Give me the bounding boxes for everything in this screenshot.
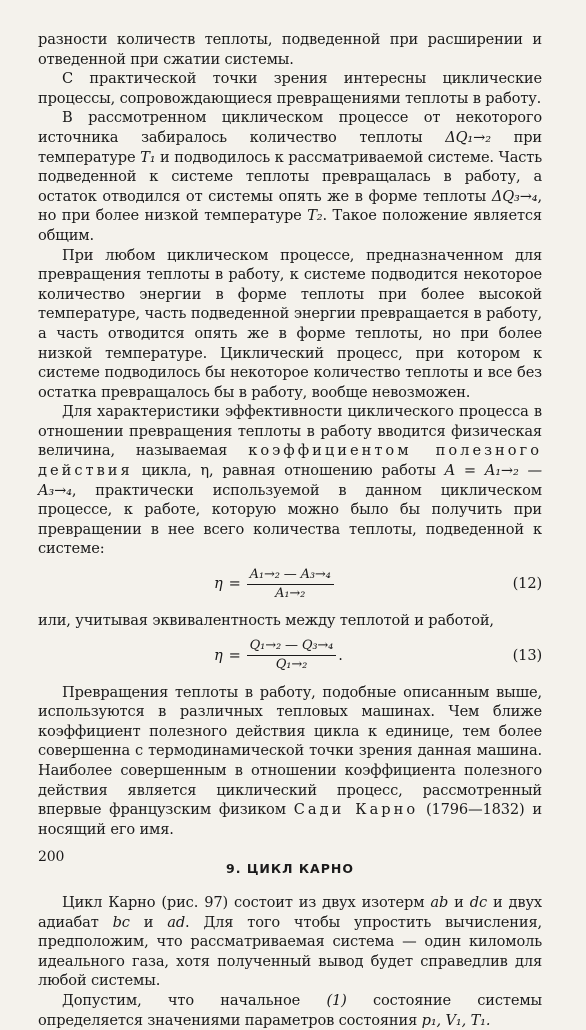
- paragraph-9: [38, 991, 542, 1030]
- text-run: и двух адиабат: [38, 893, 542, 931]
- formula-fraction: [247, 567, 334, 602]
- paragraph-7: [38, 683, 542, 840]
- page-number: 200: [38, 849, 65, 865]
- formula-equals: =: [228, 575, 241, 593]
- symbol-work-a: A = A₁→₂ — A₃→₄: [38, 462, 543, 499]
- symbol-bc: bc: [112, 913, 130, 931]
- symbol-delta-q34: ΔQ₃→₄: [491, 187, 538, 205]
- formula-equals: =: [228, 646, 241, 664]
- paragraph-8: [38, 893, 542, 991]
- text-run: Превращения теплоты в работу, подобные описанным выше, используются в различных тепловых машинах. Чем ближе коэффициент полезного действия цикла к единице, тем более совершенна с термодинамической точки зрения данная машина. Наиболее совершенным в отношении коэффициента полезного действия является циклический процесс, рассмотренный впервые французским физиком: [38, 683, 542, 819]
- paragraph-2: С практической точки зрения интересны циклические процессы, сопровождающиеся превращениями теплоты в работу.: [38, 70, 542, 107]
- text-run: Допустим, что начальное: [62, 991, 327, 1009]
- text-run: и: [129, 913, 168, 931]
- symbol-delta-q12: ΔQ₁→₂: [445, 128, 491, 146]
- symbol-t2: T₂: [307, 207, 323, 225]
- paragraph-6: или, учитывая эквивалентность между теплотой и работой,: [38, 612, 494, 630]
- text-run: Цикл Карно (рис. 97) состоит из двух изотерм: [62, 893, 431, 911]
- paragraph-5: [38, 402, 542, 559]
- formula-denominator: Q₁→₂: [275, 657, 308, 673]
- text-run: (1796—1832) и носящий его имя.: [38, 801, 543, 838]
- equation-number: (13): [512, 646, 542, 664]
- text-run: состояние системы определяется значениями параметров состояния: [38, 991, 542, 1029]
- text-run: Для характеристики эффективности циклического процесса в отношении превращения теплоты в работу вводится физическая величина, называемая: [38, 403, 542, 460]
- symbol-ad: ad: [167, 913, 186, 931]
- formula-lhs: η: [214, 575, 223, 593]
- equation-number: (12): [512, 575, 542, 593]
- symbol-ab: ab: [430, 893, 449, 911]
- paragraph-1: разности количеств теплоты, подведенной при расширении и отведенной при сжатии системы.: [38, 31, 542, 68]
- formula-fraction: [247, 638, 337, 673]
- text-run: цикла, η, равная отношению работы: [132, 462, 445, 480]
- formula-lhs: η: [214, 646, 223, 664]
- text-run: . Такое положение является общим.: [38, 207, 542, 244]
- text-run: при температуре: [38, 128, 542, 166]
- formula-numerator: A₁→₂ — A₃→₄: [247, 567, 334, 585]
- section-heading: 9. ЦИКЛ КАРНО: [226, 861, 354, 877]
- symbol-t1: T₁: [140, 148, 156, 166]
- symbol-state-1: (1): [326, 991, 347, 1009]
- paragraph-4: При любом циклическом процессе, предназначенном для превращения теплоты в работу, к системе подводится некоторое количество энергии в форме теплоты при более высокой температуре, часть подведенной энергии превращается в работу, а часть отводится опять же в форме теплоты, но при более низкой температуре. Циклический процесс, при котором к системе подводилось бы некоторое количество теплоты и все без остатка превращалось бы в работу, вообще невозможен.: [38, 246, 542, 401]
- formula-12: [38, 561, 542, 607]
- formula-tail: .: [338, 646, 343, 664]
- symbol-dc: dc: [469, 893, 487, 911]
- symbol-parameters: p₁, V₁, T₁.: [421, 1011, 491, 1029]
- text-run: В рассмотренном циклическом процессе от некоторого источника забиралось количество теплоты: [38, 109, 542, 146]
- text-run: и: [448, 893, 470, 911]
- text-run: , но при более низкой температуре: [38, 187, 542, 225]
- spaced-term: коэффициентом полезного действия: [38, 442, 542, 480]
- formula-denominator: A₁→₂: [275, 585, 306, 601]
- text-run: и подводилось к рассматриваемой системе. Часть подведенной к системе теплоты превращалась в работу, а остаток отводился от системы опять же в форме теплоты: [38, 148, 542, 205]
- text-run: . Для того чтобы упростить вычисления, предположим, что рассматриваемая система — один киломоль идеального газа, хотя полученный вывод будет справедлив для любой системы.: [38, 913, 542, 990]
- text-run: , практически используемой в данном циклическом процессе, к работе, которую можно было бы получить при превращении в нее всего количества теплоты, подведенной к системе:: [38, 481, 542, 558]
- formula-13: [38, 633, 542, 679]
- formula-numerator: Q₁→₂ — Q₃→₄: [247, 638, 337, 656]
- paragraph-3: [38, 108, 542, 245]
- spaced-name: Сади Карно: [293, 801, 419, 819]
